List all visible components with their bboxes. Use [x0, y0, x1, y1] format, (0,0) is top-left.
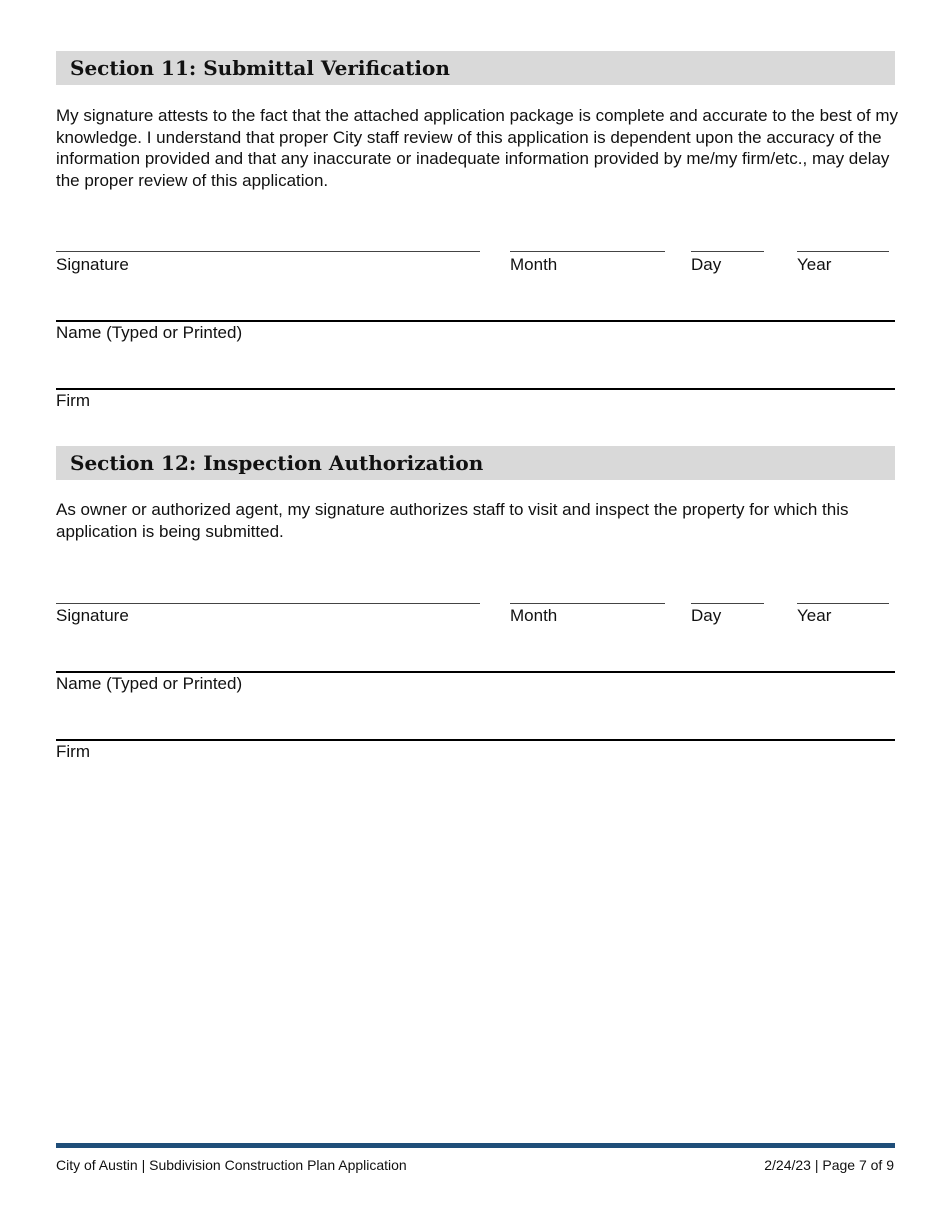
footer-rule	[56, 1143, 895, 1148]
section-12-firm-line[interactable]	[56, 739, 895, 741]
section-12-month-label: Month	[510, 606, 558, 625]
section-12-year-label: Year	[797, 606, 832, 625]
section-11-firm-line[interactable]	[56, 388, 895, 390]
section-11-year-line[interactable]	[797, 251, 889, 252]
section-12-statement: As owner or authorized agent, my signature authorizes staff to visit and inspect the property for which this application is being submitted.	[56, 500, 849, 541]
section-12-signature-line[interactable]	[56, 603, 480, 604]
footer-page-info: 2/24/23 | Page 7 of 9	[764, 1157, 894, 1173]
section-11-month-label: Month	[510, 255, 558, 274]
section-12-signature-label: Signature	[56, 606, 129, 625]
section-12-header: Section 12: Inspection Authorization	[56, 446, 895, 480]
section-11-name-label: Name (Typed or Printed)	[56, 323, 243, 342]
footer-document-title: City of Austin | Subdivision Construction Plan Application	[56, 1157, 407, 1173]
section-12-name-line[interactable]	[56, 671, 895, 673]
section-12-firm-label: Firm	[56, 742, 90, 761]
section-12-name-label: Name (Typed or Printed)	[56, 674, 243, 693]
section-11-firm-label: Firm	[56, 391, 90, 410]
section-11-name-line[interactable]	[56, 320, 895, 322]
section-12-year-line[interactable]	[797, 603, 889, 604]
section-11-statement: My signature attests to the fact that the attached application package is complete and accurate to the best of my knowledge. I understand that proper City staff review of this application is dependent upon the accuracy of the information provided and that any inaccurate or inadequate information provided by me/my firm/etc., may delay the proper review of this application.	[56, 106, 898, 190]
section-11-month-line[interactable]	[510, 251, 665, 252]
section-11-year-label: Year	[797, 255, 832, 274]
section-11-signature-label: Signature	[56, 255, 129, 274]
section-12-month-line[interactable]	[510, 603, 665, 604]
section-11-signature-line[interactable]	[56, 251, 480, 252]
section-11-day-label: Day	[691, 255, 722, 274]
section-12-day-label: Day	[691, 606, 722, 625]
section-11-header: Section 11: Submittal Verification	[56, 51, 895, 85]
section-11-day-line[interactable]	[691, 251, 764, 252]
section-12-day-line[interactable]	[691, 603, 764, 604]
